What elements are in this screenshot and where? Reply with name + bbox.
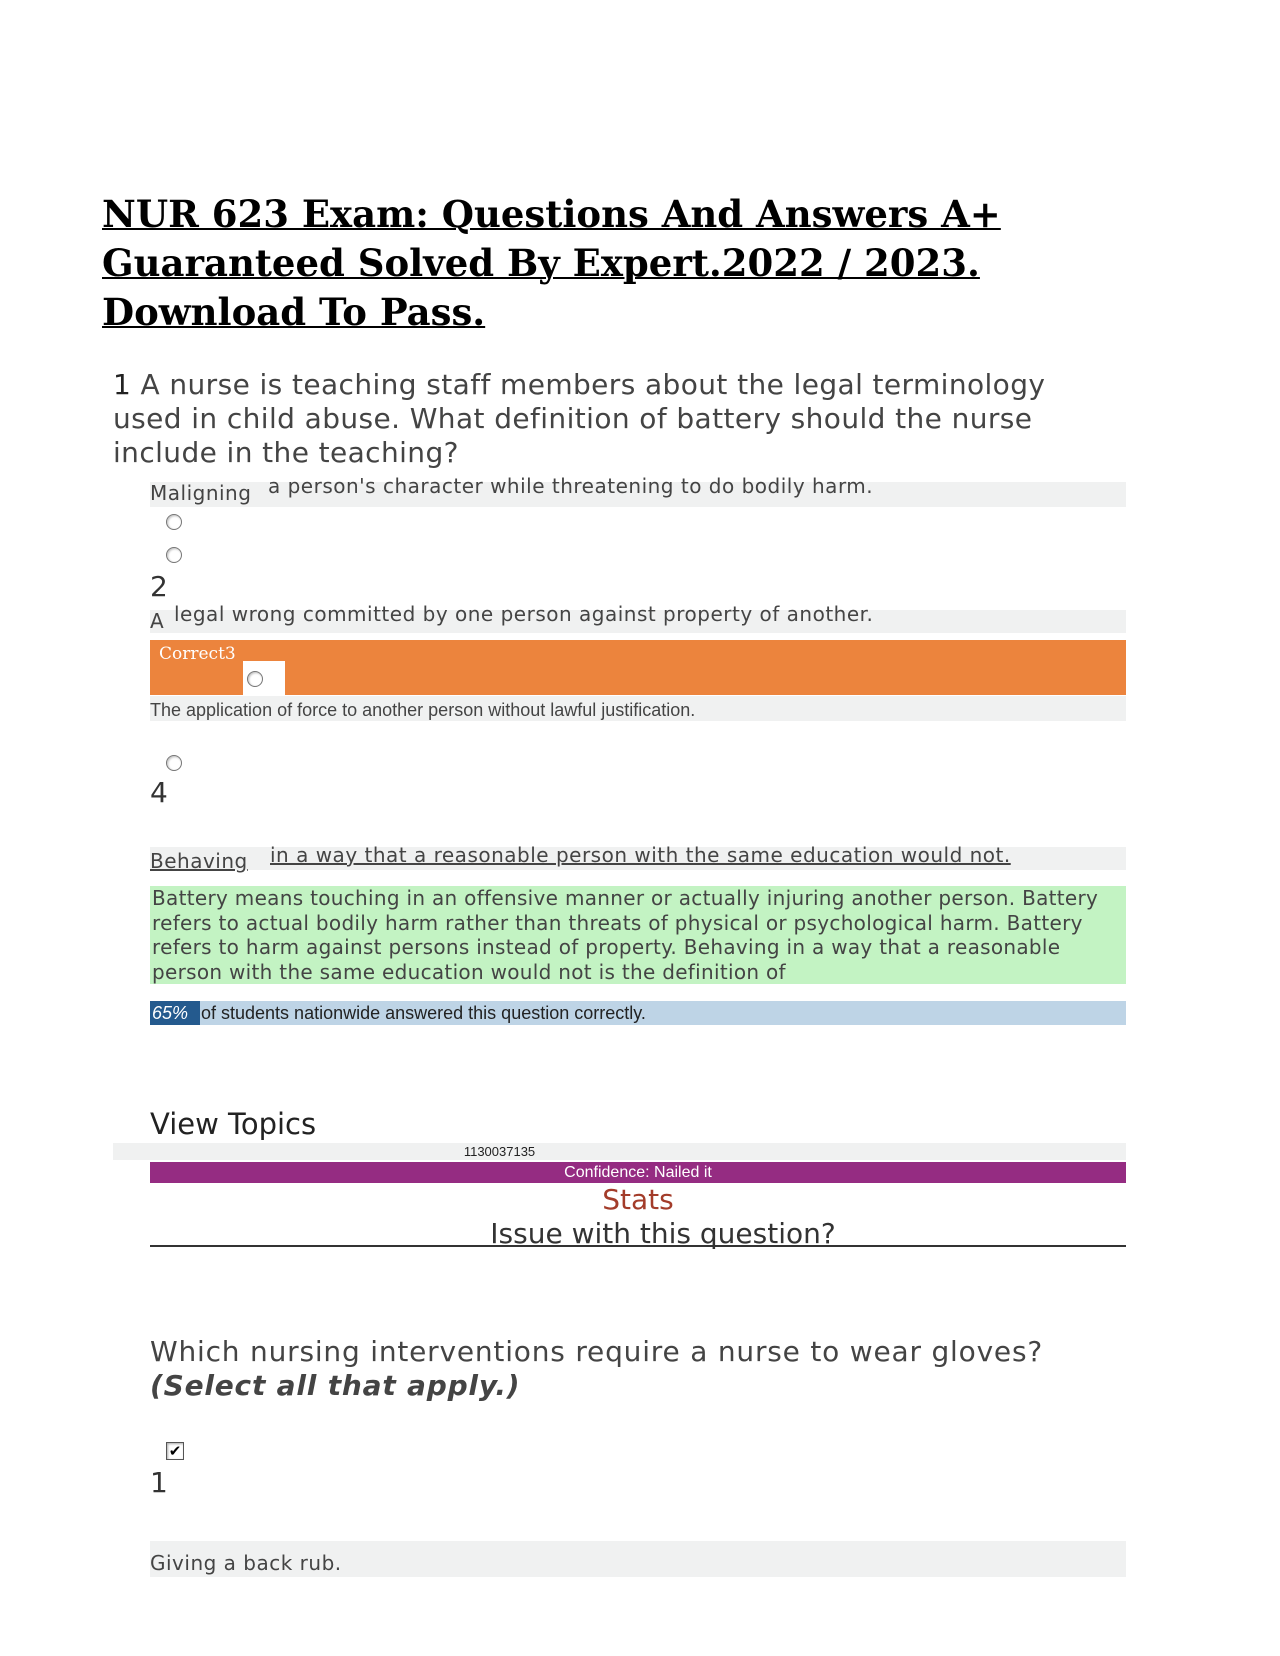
option-2-number: 2 bbox=[150, 570, 168, 603]
option-2-first-word: A bbox=[150, 609, 165, 633]
stats-link[interactable]: Stats bbox=[602, 1183, 674, 1216]
view-topics-link[interactable]: View Topics bbox=[150, 1107, 317, 1141]
option-4-radio[interactable] bbox=[166, 755, 182, 771]
q2-option-1-number: 1 bbox=[150, 1466, 168, 1499]
question-stem: A nurse is teaching staff members about the legal terminology used in child abuse. What definition of battery should the nurse include in the teaching? bbox=[113, 368, 1046, 469]
option-4-first-word: Behaving bbox=[150, 849, 248, 873]
question-2-instruction: (Select all that apply.) bbox=[150, 1369, 521, 1402]
option-1-radio[interactable] bbox=[166, 514, 182, 530]
document-title: NUR 623 Exam: Questions And Answers A+ Guaranteed Solved By Expert.2022 / 2023. Download To Pass. bbox=[102, 192, 1001, 334]
confidence-bar: Confidence: Nailed it bbox=[150, 1162, 1126, 1183]
option-2-text: legal wrong committed by one person against property of another. bbox=[174, 602, 874, 626]
q2-option-1-text: Giving a back rub. bbox=[150, 1551, 342, 1575]
option-3-number: 3 bbox=[224, 644, 236, 664]
option-1-first-word: Maligning bbox=[150, 481, 252, 505]
option-2-radio[interactable] bbox=[166, 547, 182, 563]
statistic-percent: 65% bbox=[150, 1001, 200, 1025]
option-4-number: 4 bbox=[150, 776, 168, 809]
correct-label: Correct3 bbox=[159, 644, 236, 664]
option-3-radio[interactable] bbox=[247, 671, 263, 687]
option-q2-1-checkbox[interactable]: ✔ bbox=[166, 1442, 184, 1460]
question-number: 1 bbox=[113, 368, 132, 401]
correct-answer-bar bbox=[150, 640, 1126, 695]
question-id: 1130037135 bbox=[463, 1144, 536, 1159]
issue-with-question-link[interactable]: Issue with this question? bbox=[150, 1217, 1126, 1247]
rationale-text: Battery means touching in an offensive manner or actually injuring another person. Battery refers to actual bodily harm rather than threats of physical or psychological harm. Battery refers to harm against persons instead of property. Behaving in a way that a reasonable person with the same education would not is the definition of bbox=[152, 886, 1099, 984]
option-4-text: in a way that a reasonable person with the same education would not. bbox=[270, 843, 1011, 867]
option-3-text: The application of force to another person without lawful justification. bbox=[150, 700, 696, 720]
question-1-text bbox=[113, 368, 1113, 470]
statistic-text: of students nationwide answered this question correctly. bbox=[201, 1003, 646, 1023]
question-2-text bbox=[150, 1335, 1050, 1403]
question-2-stem: Which nursing interventions require a nurse to wear gloves? bbox=[150, 1335, 1044, 1368]
option-1-text: a person's character while threatening to do bodily harm. bbox=[268, 474, 874, 498]
rationale-box bbox=[150, 886, 1126, 984]
